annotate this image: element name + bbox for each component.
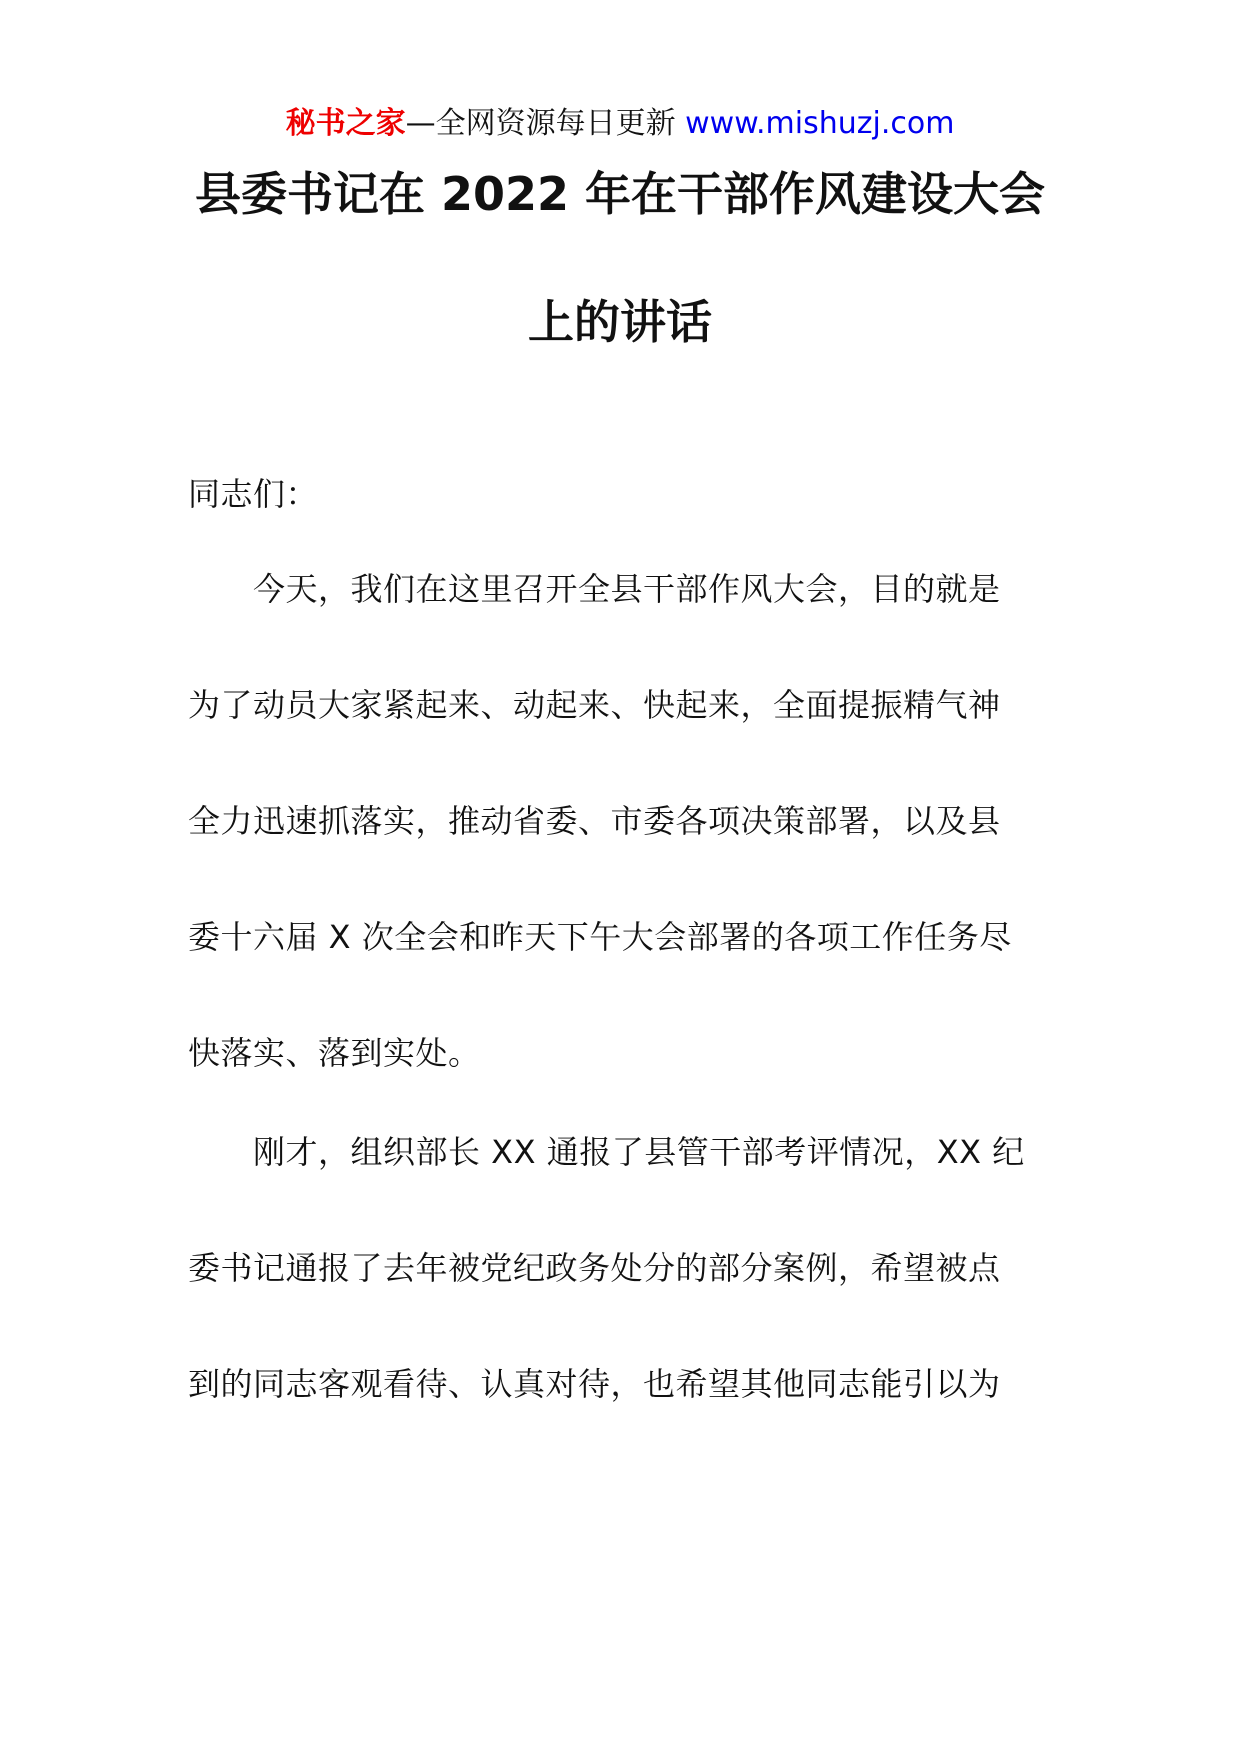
paragraph-line: 为了动员大家紧起来、动起来、快起来，全面提振精气神 (188, 686, 1001, 724)
header-slogan: —全网资源每日更新 (405, 106, 686, 141)
site-header (0, 104, 1240, 144)
paragraph-line: 今天，我们在这里召开全县干部作风大会，目的就是 (253, 570, 1001, 608)
paragraph-line: 全力迅速抓落实，推动省委、市委各项决策部署，以及县 (188, 802, 1001, 840)
paragraph-line: 到的同志客观看待、认真对待，也希望其他同志能引以为 (188, 1365, 1001, 1403)
document-title-line-2: 上的讲话 (528, 295, 712, 349)
document-title-line-1: 县委书记在 2022 年在干部作风建设大会 (194, 167, 1046, 221)
paragraph-line: 刚才，组织部长 XX 通报了县管干部考评情况，XX 纪 (253, 1133, 1025, 1171)
site-url-link[interactable]: www.mishuzj.com (685, 106, 955, 141)
salutation: 同志们： (188, 475, 319, 513)
paragraph-line: 委书记通报了去年被党纪政务处分的部分案例，希望被点 (188, 1249, 1001, 1287)
paragraph-line: 委十六届 X 次全会和昨天下午大会部署的各项工作任务尽 (188, 918, 1012, 956)
paragraph-line: 快落实、落到实处。 (188, 1034, 481, 1072)
brand-name: 秘书之家 (285, 106, 406, 141)
